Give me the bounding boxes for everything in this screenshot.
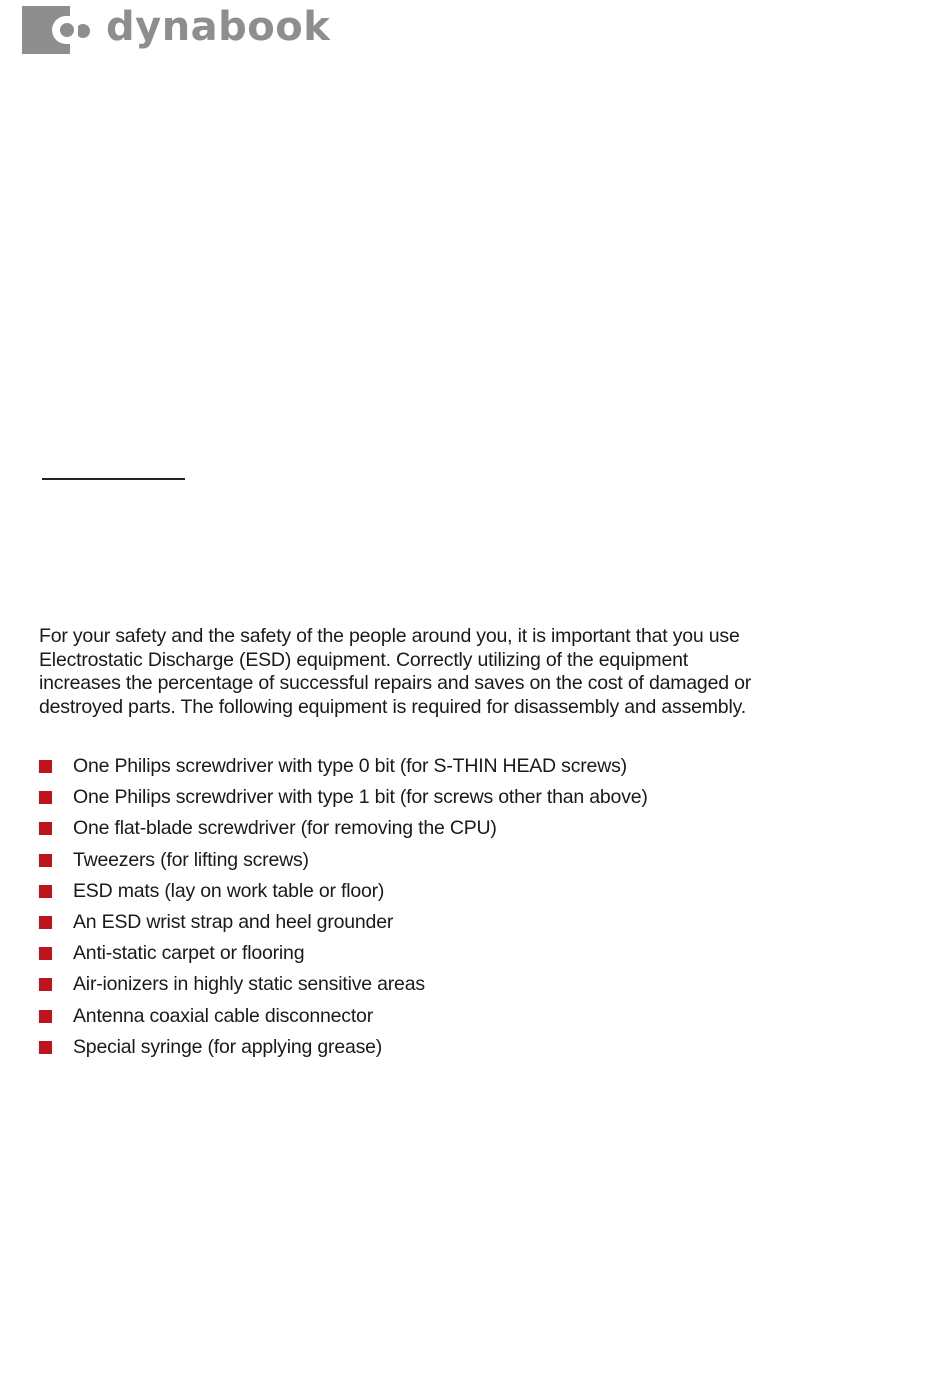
bullet-square-icon — [39, 791, 52, 804]
bullet-square-icon — [39, 822, 52, 835]
list-item — [39, 1001, 648, 1032]
list-item-text: Tweezers (for lifting screws) — [73, 848, 309, 871]
list-item — [39, 907, 648, 938]
list-item-text: An ESD wrist strap and heel grounder — [73, 911, 394, 934]
bullet-square-icon — [39, 854, 52, 867]
bullet-square-icon — [39, 760, 52, 773]
section-divider — [42, 478, 185, 480]
logo-text: dynabook — [106, 4, 331, 50]
equipment-list — [39, 751, 648, 1063]
list-item-text: Air-ionizers in highly static sensitive areas — [73, 973, 425, 996]
list-item-text: One Philips screwdriver with type 1 bit (for screws other than above) — [73, 786, 648, 809]
list-item — [39, 751, 648, 782]
dynabook-logo — [22, 5, 330, 55]
bullet-square-icon — [39, 1010, 52, 1023]
list-item — [39, 782, 648, 813]
bullet-square-icon — [39, 947, 52, 960]
intro-paragraph: For your safety and the safety of the people around you, it is important that you use Electrostatic Discharge (ESD) equipment. Correctly utilizing of the equipment increases the percentage of successful repairs and saves on the cost of damaged or destroyed parts. The following equipment is required for disassembly and assembly. — [39, 625, 752, 719]
list-item — [39, 1032, 648, 1063]
list-item-text: Anti-static carpet or flooring — [73, 942, 305, 965]
list-item — [39, 845, 648, 876]
bullet-square-icon — [39, 916, 52, 929]
list-item — [39, 813, 648, 844]
list-item — [39, 938, 648, 969]
logo-dot-icon — [76, 24, 90, 38]
dynabook-logo-mark-icon — [22, 6, 72, 54]
list-item-text: One Philips screwdriver with type 0 bit (for S-THIN HEAD screws) — [73, 755, 627, 778]
bullet-square-icon — [39, 978, 52, 991]
list-item — [39, 969, 648, 1000]
list-item-text: One flat-blade screwdriver (for removing the CPU) — [73, 817, 497, 840]
list-item-text: ESD mats (lay on work table or floor) — [73, 879, 385, 902]
list-item-text: Special syringe (for applying grease) — [73, 1035, 383, 1058]
bullet-square-icon — [39, 1041, 52, 1054]
list-item — [39, 876, 648, 907]
bullet-square-icon — [39, 885, 52, 898]
list-item-text: Antenna coaxial cable disconnector — [73, 1004, 373, 1027]
